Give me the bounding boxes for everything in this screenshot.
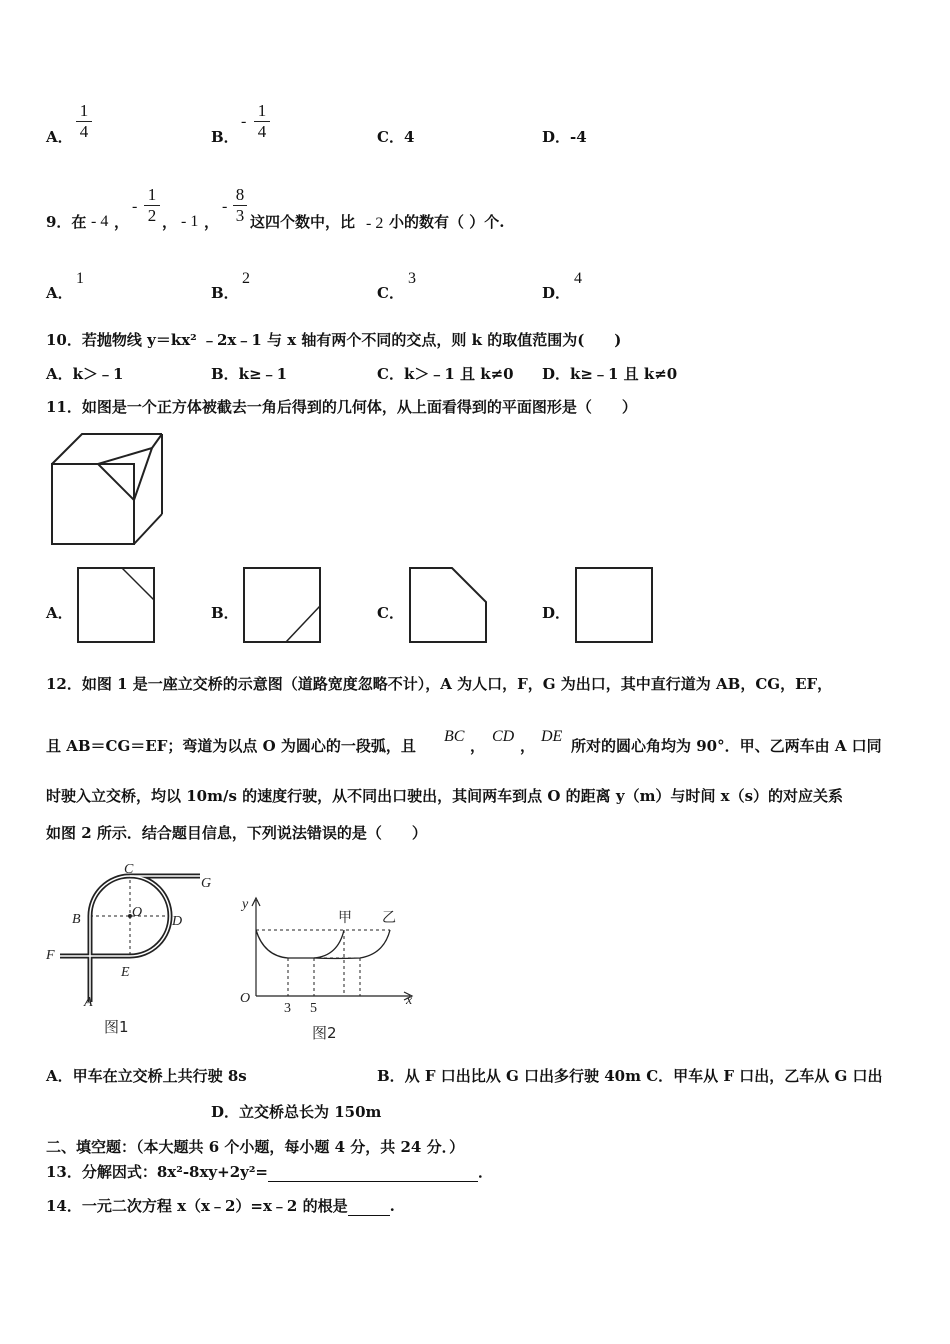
q9-number-3: - 1 [181, 213, 199, 230]
q11-option-b-label: B． [211, 604, 239, 622]
fig1-label-e: E [121, 965, 130, 980]
q9-mid: 这四个数中，比 [250, 213, 356, 231]
q12-option-d: D．立交桥总长为 150m [211, 1103, 382, 1121]
q9-option-a-value: 1 [76, 270, 84, 287]
q12-arc-cd: CD [492, 728, 515, 745]
q12-sep-a: ， [470, 737, 486, 755]
q9-option-c-label: C． [377, 284, 404, 302]
q9-option-b-label: B． [211, 284, 239, 302]
q11-option-d-label: D． [542, 604, 571, 622]
q14-answer-blank[interactable] [348, 1197, 390, 1216]
q13-answer-blank[interactable] [268, 1163, 478, 1182]
q12-line-4: 如图 2 所示．结合题目信息，下列说法错误的是（ ） [46, 824, 427, 842]
fig2-tick-5: 5 [310, 1001, 317, 1016]
q11-solid-figure [44, 428, 168, 550]
q11-stem: 11．如图是一个正方体被截去一角后得到的几何体，从上面看得到的平面图形是（ ） [46, 398, 637, 416]
q12-option-b-c: B．从 F 口出比从 G 口出多行驶 40m C．甲车从 F 口出，乙车从 G 口出 [377, 1067, 883, 1085]
q12-line-3: 时驶入立交桥，均以 10m/s 的速度行驶，从不同出口驶出，其间两车到点 O 的距离 y（m）与时间 x（s）的对应关系 [46, 787, 844, 805]
fig1-caption: 图1 [104, 1018, 129, 1036]
q9-fraction-4-sign: - [222, 198, 228, 215]
fig1-label-g: G [201, 876, 212, 891]
q8-option-b-label: B． [211, 128, 239, 146]
q10-stem: 10．若抛物线 y＝kx² ﹣2x﹣1 与 x 轴有两个不同的交点，则 k 的取值范围为( ) [46, 331, 622, 349]
q9-option-c-value: 3 [408, 270, 416, 287]
fig1-label-b: B [72, 912, 81, 927]
q8-option-a-label: A． [46, 128, 73, 146]
fig2-label-jia: 甲 [338, 910, 352, 926]
q12-figure-2 [230, 890, 430, 1050]
fig2-tick-3: 3 [284, 1001, 291, 1016]
q9-suffix: 小的数有（ ）个. [389, 213, 505, 231]
q13-stem: 13．分解因式：8x²-8xy+2y²= [46, 1163, 269, 1181]
q11-option-b-figure [242, 566, 324, 646]
q13 [46, 1163, 493, 1182]
fig1-label-d: D [172, 914, 183, 929]
q9-number-1: - 4 [91, 213, 109, 230]
q12-arc-bc: BC [444, 728, 465, 745]
q10-option-b: B．k≥﹣1 [211, 365, 288, 383]
q8-option-d: D．-4 [542, 128, 587, 146]
q14-stem: 14．一元二次方程 x（x﹣2）=x﹣2 的根是 [46, 1197, 348, 1215]
q9-option-b-value: 2 [242, 270, 250, 287]
fig2-origin: O [240, 991, 251, 1006]
q12-option-a: A．甲车在立交桥上共行驶 8s [46, 1067, 247, 1085]
q11-option-c-label: C． [377, 604, 404, 622]
fig2-axis-y: y [242, 897, 249, 912]
q8-option-c: C．4 [377, 128, 415, 146]
fig2-axis-x: x [406, 993, 413, 1008]
q9-sep-1: ， [114, 213, 130, 231]
q11-option-a-figure [76, 566, 158, 646]
q9-option-d-value: 4 [574, 270, 582, 287]
section-2-title: 二、填空题：（本大题共 6 个小题，每小题 4 分，共 24 分．） [46, 1138, 465, 1156]
q9-sep-2: ， [162, 213, 178, 231]
q12-figure-1 [40, 860, 220, 1045]
fig1-label-o: O [132, 905, 143, 920]
q9-option-a-label: A． [46, 284, 73, 302]
q9-sep-3: ， [204, 213, 220, 231]
q8-option-b-sign: - [241, 113, 247, 130]
q10-option-c: C．k＞﹣1 且 k≠0 [377, 365, 514, 383]
q11-option-c-figure [408, 566, 490, 646]
q12-arc-de: DE [541, 728, 563, 745]
q9-prefix: 9．在 [46, 213, 87, 231]
q10-option-a: A．k＞﹣1 [46, 365, 124, 383]
q8-option-b-fraction: 1 4 [254, 102, 270, 141]
q9-fraction-2: 1 2 [144, 186, 160, 225]
q9-number-5: - 2 [366, 215, 384, 232]
q9-fraction-2-sign: - [132, 198, 138, 215]
q12-sep-b: ， [520, 737, 536, 755]
q11-option-d-figure [574, 566, 656, 646]
fig2-label-yi: 乙 [382, 910, 396, 926]
q12-line-2a: 且 AB＝CG＝EF；弯道为以点 O 为圆心的一段弧，且 [46, 737, 416, 755]
fig1-label-f: F [46, 948, 55, 963]
q9-option-d-label: D． [542, 284, 571, 302]
q14 [46, 1197, 395, 1216]
q12-line-1: 12．如图 1 是一座立交桥的示意图（道路宽度忽略不计），A 为人口，F，G 为出口，其中直行道为 AB，CG，EF， [46, 675, 833, 693]
q13-end: ． [478, 1163, 494, 1181]
fig1-label-a: A [84, 995, 93, 1010]
fig2-caption: 图2 [312, 1024, 337, 1042]
q14-end: . [389, 1197, 395, 1215]
q12-line-2b: 所对的圆心角均为 90°．甲、乙两车由 A 口同 [571, 737, 882, 755]
fig1-label-c: C [124, 862, 134, 877]
q10-option-d: D．k≥﹣1 且 k≠0 [542, 365, 678, 383]
q8-option-a-fraction: 1 4 [76, 102, 92, 141]
q11-option-a-label: A． [46, 604, 73, 622]
q9-fraction-4: 8 3 [233, 186, 247, 225]
